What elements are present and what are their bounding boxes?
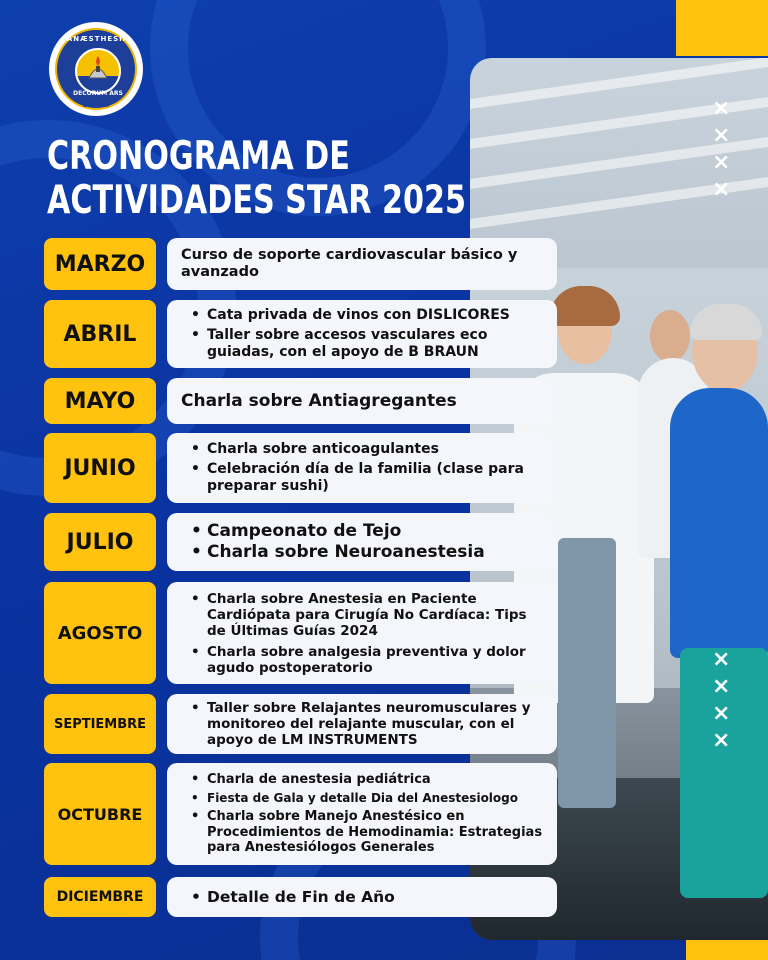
title-line-1: CRONOGRAMA DE xyxy=(47,134,350,179)
activity-item: • Cata privada de vinos con DISLICORES xyxy=(181,307,545,324)
month-label-abril: ABRIL xyxy=(44,300,156,368)
activity-item: • Campeonato de Tejo xyxy=(181,521,545,542)
month-label-diciembre: DICIEMBRE xyxy=(44,877,156,917)
month-label-marzo: MARZO xyxy=(44,238,156,290)
activity-item: • Charla sobre Anestesia en Paciente Cardiópata para Cirugía No Cardíaca: Tips de Últimas Guías 2024 xyxy=(181,591,545,639)
activity-item: • Taller sobre Relajantes neuromusculares y monitoreo del relajante muscular, con el apoyo de LM INSTRUMENTS xyxy=(181,700,545,748)
activity-item: • Charla sobre analgesia preventiva y dolor agudo postoperatorio xyxy=(181,644,545,676)
logo-lamp-emblem xyxy=(75,48,121,94)
month-label-mayo: MAYO xyxy=(44,378,156,424)
activity-item: Curso de soporte cardiovascular básico y avanzado xyxy=(181,247,518,280)
month-label-agosto: AGOSTO xyxy=(44,582,156,684)
activity-item: • Celebración día de la familia (clase para preparar sushi) xyxy=(181,461,545,495)
x-mark: × xyxy=(712,674,731,699)
star-logo xyxy=(49,22,143,116)
activity-box-agosto xyxy=(167,582,557,684)
title-line-2: ACTIVIDADES STAR 2025 xyxy=(47,178,466,223)
page-title xyxy=(47,134,466,223)
logo-acronym: S.T.A.R. xyxy=(82,102,110,109)
activity-item: • Detalle de Fin de Año xyxy=(181,888,545,906)
activity-box-junio xyxy=(167,433,557,503)
activity-box-diciembre xyxy=(167,877,557,917)
activity-item: • Charla sobre anticoagulantes xyxy=(181,441,545,458)
activity-item: • Fiesta de Gala y detalle Dia del Anestesiologo xyxy=(181,791,545,807)
accent-block-bottom xyxy=(686,940,768,960)
month-label-octubre: OCTUBRE xyxy=(44,763,156,865)
logo-top-text: ANÆSTHESIA xyxy=(66,35,130,43)
x-mark: × xyxy=(712,150,731,175)
x-mark: × xyxy=(712,96,731,121)
x-mark: × xyxy=(712,177,731,202)
activity-box-octubre xyxy=(167,763,557,865)
activity-item: Charla sobre Antiagregantes xyxy=(181,391,457,411)
x-mark: × xyxy=(712,123,731,148)
month-label-junio: JUNIO xyxy=(44,433,156,503)
x-mark: × xyxy=(712,701,731,726)
logo-motto: DECORUM ARS xyxy=(73,90,123,97)
activity-box-septiembre xyxy=(167,694,557,754)
accent-block-top xyxy=(676,0,768,56)
activity-item: • Charla de anestesia pediátrica xyxy=(181,772,545,788)
activity-item: • Charla sobre Manejo Anestésico en Procedimientos de Hemodinamia: Estrategias para Anestesiólogos Generales xyxy=(181,809,545,856)
x-mark: × xyxy=(712,728,731,753)
activity-box-julio xyxy=(167,513,557,571)
x-mark: × xyxy=(712,647,731,672)
activity-box-marzo xyxy=(167,238,557,290)
month-label-julio: JULIO xyxy=(44,513,156,571)
activity-item: • Charla sobre Neuroanestesia xyxy=(181,542,545,563)
activity-box-mayo xyxy=(167,378,557,424)
logo-ring xyxy=(55,28,137,110)
month-label-septiembre: SEPTIEMBRE xyxy=(44,694,156,754)
activity-item: • Taller sobre accesos vasculares eco guiadas, con el apoyo de B BRAUN xyxy=(181,327,545,361)
activity-box-abril xyxy=(167,300,557,368)
